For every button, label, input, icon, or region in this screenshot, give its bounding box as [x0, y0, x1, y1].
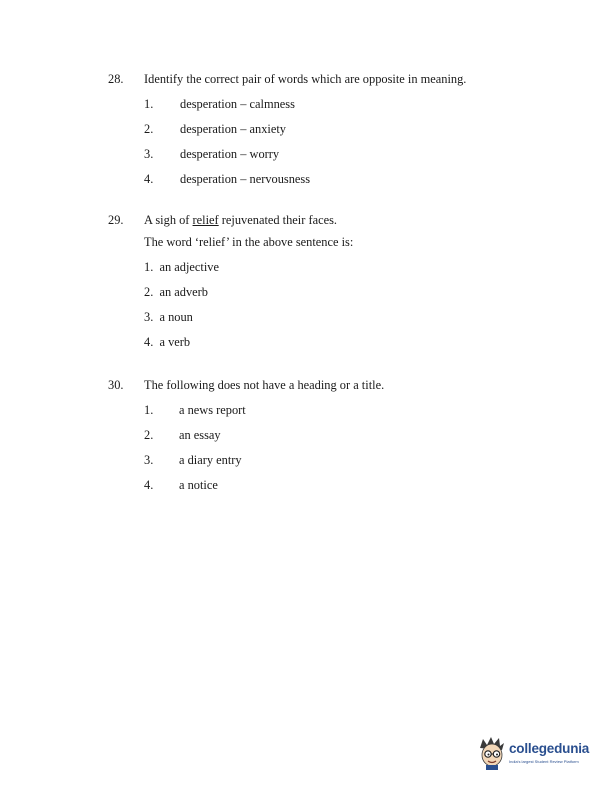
option-text: 3. a noun — [144, 310, 193, 324]
option-number: 1. — [144, 403, 154, 417]
option-number: 2. — [144, 122, 154, 136]
option-number: 2. — [144, 428, 154, 442]
option-text: desperation – worry — [180, 147, 280, 161]
option-text: 2. an adverb — [144, 285, 208, 299]
option-number: 4. — [144, 172, 154, 186]
option-number: 3. — [144, 453, 154, 467]
question-subtext: The word ‘relief’ in the above sentence is: — [144, 235, 354, 249]
question-number: 29. — [108, 213, 124, 227]
question-text: Identify the correct pair of words which are opposite in meaning. — [144, 72, 467, 86]
question-number: 28. — [108, 72, 124, 86]
option-text: a notice — [179, 478, 218, 492]
option-text: desperation – calmness — [180, 97, 295, 111]
underlined-word: relief — [192, 213, 219, 227]
option-text: desperation – nervousness — [180, 172, 311, 186]
collegedunia-logo — [476, 736, 596, 772]
option-number: 4. — [144, 478, 154, 492]
option-text: desperation – anxiety — [180, 122, 286, 136]
option-text: a diary entry — [179, 453, 242, 467]
question-text-end: rejuvenated their faces. — [218, 213, 338, 227]
question-text: The following does not have a heading or a title. — [144, 378, 385, 392]
mascot-icon — [476, 736, 508, 770]
logo-tagline: India's largest Student Review Platform — [509, 759, 579, 764]
option-text: a news report — [179, 403, 246, 417]
option-text: 1. an adjective — [144, 260, 219, 274]
question-number: 30. — [108, 378, 124, 392]
option-number: 1. — [144, 97, 154, 111]
option-text: 4. a verb — [144, 335, 191, 349]
option-number: 3. — [144, 147, 154, 161]
question-text-start: A sigh of — [144, 213, 193, 227]
option-text: an essay — [179, 428, 221, 442]
logo-wordmark: collegedunia — [509, 741, 590, 756]
question-text — [144, 213, 337, 228]
